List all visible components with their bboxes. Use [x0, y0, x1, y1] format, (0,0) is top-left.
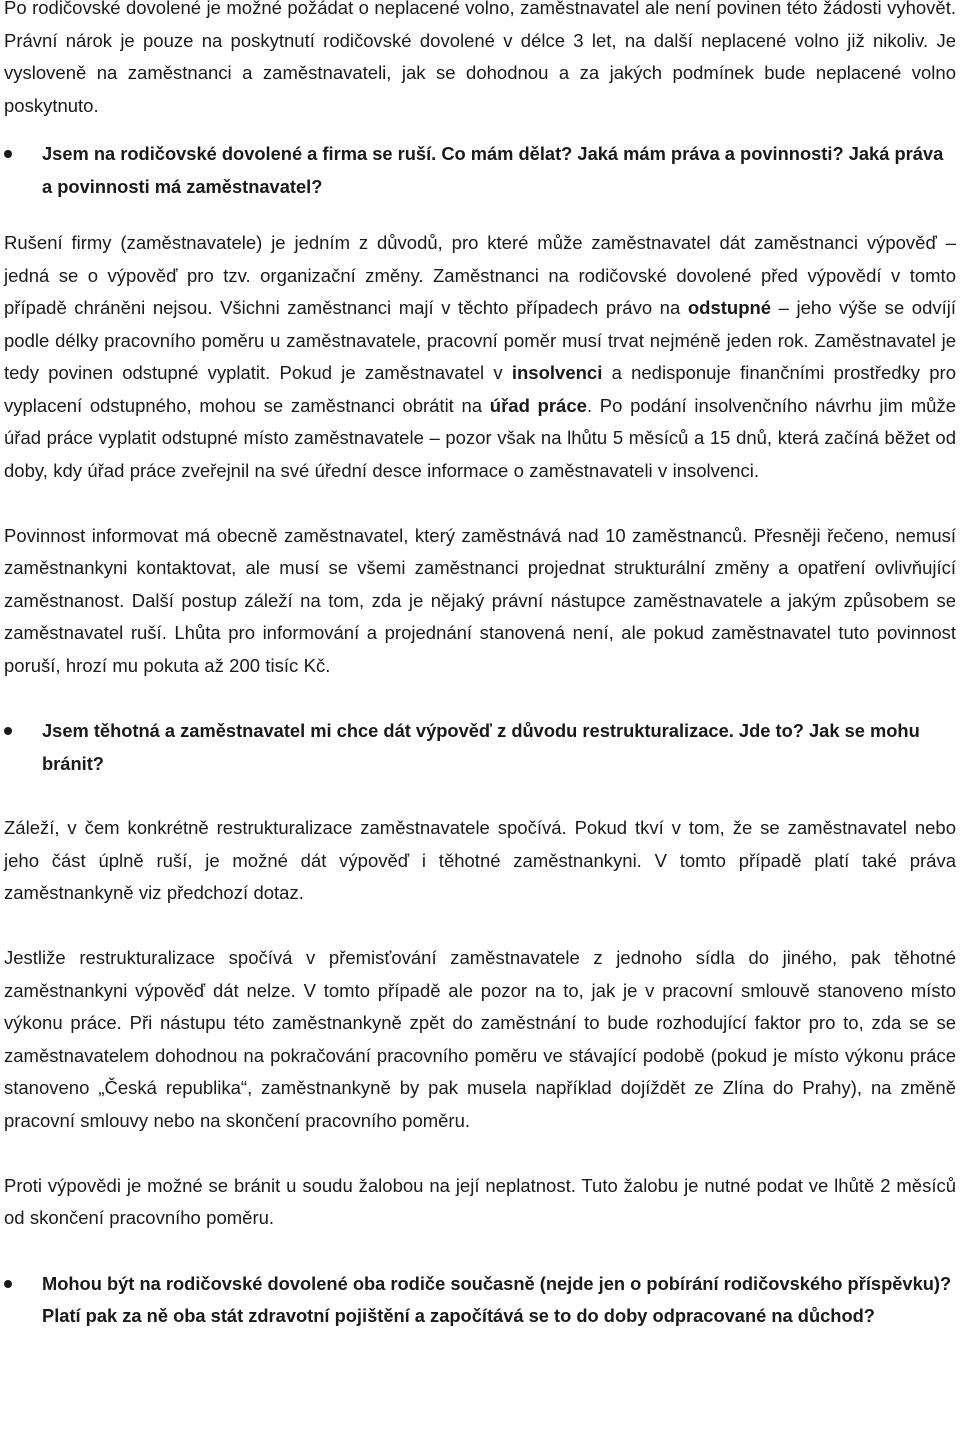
spacer — [4, 487, 956, 520]
question-text: Jsem na rodičovské dovolené a firma se ruší. Co mám dělat? Jaká mám práva a povinnosti? Jaká práva a povinnosti má zaměstnavatel? — [42, 143, 944, 197]
bullet-icon — [4, 150, 12, 158]
question-both-parents — [4, 1268, 956, 1333]
text-segment: . Po podání insolvenčního návrhu jim může úřad práce vyplatit odstupné místo zaměstnavatele – pozor však na lhůtu 5 měsíců a 15 dnů, která začíná běžet od doby, kdy úřad práce zveřejnil na své úřední desce informace o zaměstnavateli v insolvenci. — [4, 394, 956, 481]
term-severance: odstupné — [687, 297, 772, 318]
paragraph-restructuring: Záleží, v čem konkrétně restrukturalizace zaměstnavatele spočívá. Pokud tkví v tom, že se zaměstnavatel nebo jeho část úplně ruší, je možné dát výpověď i těhotné zaměstnankyni. V tomto případě platí také práva zaměstnankyně viz předchozí dotaz. — [4, 817, 956, 903]
paragraph-severance — [4, 227, 956, 487]
spacer — [4, 1235, 956, 1268]
term-insolvency: insolvenci — [511, 362, 603, 383]
bullet-icon — [4, 1280, 12, 1288]
paragraph-relocation: Jestliže restrukturalizace spočívá v přemisťování zaměstnavatele z jednoho sídla do jiného, pak těhotné zaměstnankyni výpověď dát nelze. V tomto případě ale pozor na to, jak je v pracovní smlouvě stanoveno místo výkonu práce. Při nástupu této zaměstnankyně zpět do zaměstnání to bude rozhodující faktor pro to, zda se se zaměstnavatelem dohodnou na pokračování pracovního poměru ve stávající podobě (pokud je místo výkonu práce stanoveno „Česká republika“, zaměstnankyně by pak musela například dojíždět ze Zlína do Prahy), na změně pracovní smlouvy nebo na skončení pracovního poměru. — [4, 947, 956, 1131]
spacer — [4, 780, 956, 812]
paragraph-duty-to-inform: Povinnost informovat má obecně zaměstnavatel, který zaměstnává nad 10 zaměstnanců. Přesněji řečeno, nemusí zaměstnankyni kontaktovat, ale musí se všemi zaměstnanci projednat strukturální změny a opatření ovlivňující zaměstnanost. Další postup záleží na tom, zda je nějaký právní nástupce zaměstnavatele a jakým způsobem se zaměstnavatel ruší. Lhůta pro informování a projednání stanovená není, ale pokud zaměstnavatel tuto povinnost poruší, hrozí mu pokuta až 200 tisíc Kč. — [4, 524, 956, 676]
question-text: Mohou být na rodičovské dovolené oba rodiče současně (nejde jen o pobírání rodičovského příspěvku)? Platí pak za ně oba stát zdravotní pojištění a započítává se to do doby odpracované na důchod? — [42, 1272, 952, 1326]
spacer — [4, 203, 956, 227]
text-segment: – jeho výše se odvíjí podle délky pracovního poměru u zaměstnavatele, pracovní poměr musí trvat nejméně jeden rok. Zaměstnavatel je tedy povinen odstupné vyplatit. Pokud je zaměstnavatel v — [4, 297, 956, 383]
question-text: Jsem těhotná a zaměstnavatel mi chce dát výpověď z důvodu restrukturalizace. Jde to? Jak se mohu bránit? — [42, 720, 920, 774]
spacer — [4, 682, 956, 715]
bullet-icon — [4, 727, 12, 735]
spacer — [4, 122, 956, 138]
text-segment: Rušení firmy (zaměstnavatele) je jedním z důvodů, pro které může zaměstnavatel dát zaměstnanci výpověď – jedná se o výpověď pro tzv. organizační změny. Zaměstnanci na rodičovské dovolené před výpovědí v tomto případě chráněni nejsou. Všichni zaměstnanci mají v těchto případech právo na — [4, 232, 956, 318]
question-company-closing — [4, 138, 956, 203]
term-labour-office: úřad práce — [489, 394, 587, 416]
spacer — [4, 910, 956, 943]
document-page — [4, 0, 956, 1333]
question-pregnant-dismissal — [4, 715, 956, 780]
spacer — [4, 1137, 956, 1170]
text-segment: a nedisponuje finančními prostředky pro vyplacení odstupného, mohou se zaměstnanci obrátit na — [4, 362, 956, 416]
paragraph-court-defense: Proti výpovědi je možné se bránit u soudu žalobou na její neplatnost. Tuto žalobu je nutné podat ve lhůtě 2 měsíců od skončení pracovního poměru. — [4, 1174, 956, 1228]
paragraph-unpaid-leave: Po rodičovské dovolené je možné požádat o neplacené volno, zaměstnavatel ale není povinen této žádosti vyhovět. Právní nárok je pouze na poskytnutí rodičovské dovolené v délce 3 let, na další neplacené volno již nikoliv. Je vysloveně na zaměstnanci a zaměstnavateli, jak se dohodnou a za jakých podmínek bude neplacené volno poskytnuto. — [4, 0, 956, 116]
